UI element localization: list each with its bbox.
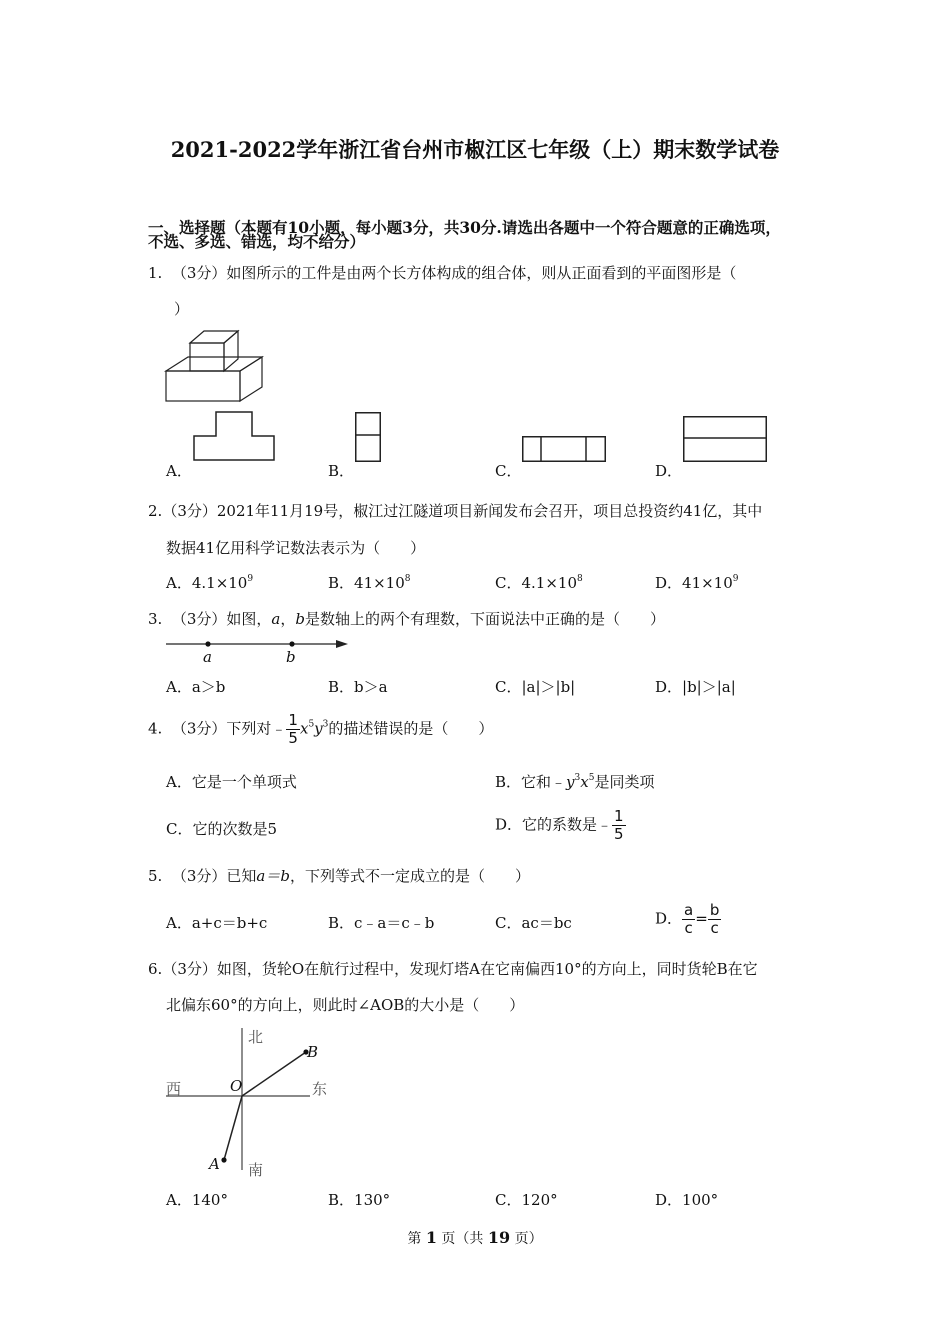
question-1: 1. （3分）如图所示的工件是由两个长方体构成的组合体，则从正面看到的平面图形是（ bbox=[148, 264, 737, 282]
q3-option-d[interactable]: D．|b|＞|a| bbox=[655, 678, 736, 696]
q3-axis-label-a: a bbox=[203, 648, 212, 666]
q2-option-b[interactable]: B．$41\times 10^8$ bbox=[328, 574, 411, 592]
page-footer: 第 1 页（共 19 页） bbox=[407, 1228, 543, 1247]
q1-option-d[interactable]: D． bbox=[655, 462, 683, 480]
section-header-line1: 一、选择题（本题有10小题，每小题3分，共30分.请选出各题中一个符合题意的正确选项， bbox=[148, 218, 781, 237]
section-header-line2: 不选、多选、错选，均不给分） bbox=[148, 232, 366, 251]
q5-option-b[interactable]: B．c﹣a＝c﹣b bbox=[328, 914, 435, 932]
q5-option-d[interactable]: D． $\frac{a}{c}$ = $\frac{b}{c}$ bbox=[655, 901, 720, 937]
question-2-line2: 数据41亿用科学记数法表示为（ ） bbox=[166, 539, 426, 557]
q4-option-b[interactable]: B．它和$﹣y^3x^5$是同类项 bbox=[495, 773, 655, 791]
q6-option-b[interactable]: B．130° bbox=[328, 1191, 391, 1209]
q6-label-b: B bbox=[307, 1043, 319, 1061]
q2-option-d[interactable]: D．$41\times 10^9$ bbox=[655, 574, 739, 592]
q6-label-o: O bbox=[230, 1077, 243, 1095]
page-title: 2021-2022学年浙江省台州市椒江区七年级（上）期末数学试卷 bbox=[170, 137, 780, 162]
q6-label-a: A bbox=[209, 1155, 220, 1173]
question-5: 5. （3分）已知a＝b，下列等式不一定成立的是（ ） bbox=[148, 867, 530, 885]
q4-option-a[interactable]: A．它是一个单项式 bbox=[166, 773, 297, 791]
q3-option-c[interactable]: C．|a|＞|b| bbox=[495, 678, 576, 696]
q1-option-c[interactable]: C． bbox=[495, 462, 522, 480]
q1-option-d-figure bbox=[683, 416, 767, 462]
question-2: 2.（3分）2021年11月19号，椒江过江隧道项目新闻发布会召开，项目总投资约41亿，其中 bbox=[148, 502, 763, 520]
q1-option-a-figure bbox=[194, 412, 274, 462]
page-total: 19 bbox=[487, 1228, 511, 1247]
q2-option-a[interactable]: A．$4.1\times 10^9$ bbox=[166, 574, 254, 592]
q4-option-c[interactable]: C．它的次数是5 bbox=[166, 820, 278, 838]
q6-label-north: 北 bbox=[248, 1028, 264, 1046]
q6-label-south: 南 bbox=[248, 1161, 264, 1179]
q4-fraction: $\frac{1}{5}$ bbox=[288, 711, 298, 747]
q1-option-b-figure bbox=[355, 412, 381, 462]
q3-axis-label-b: b bbox=[286, 648, 296, 666]
question-6-line2: 北偏东60°的方向上，则此时∠AOB的大小是（ ） bbox=[166, 996, 525, 1014]
q1-option-a[interactable]: A． bbox=[166, 462, 192, 480]
q3-number-line bbox=[166, 636, 350, 666]
q6-option-c[interactable]: C．120° bbox=[495, 1191, 558, 1209]
q4-option-d[interactable]: D．它的系数是﹣ $\frac{1}{5}$ bbox=[495, 807, 624, 843]
q2-option-c[interactable]: C．$4.1\times 10^8$ bbox=[495, 574, 583, 592]
q6-option-a[interactable]: A．140° bbox=[166, 1191, 228, 1209]
q3-option-a[interactable]: A．a＞b bbox=[166, 678, 226, 696]
q6-label-west: 西 bbox=[166, 1080, 182, 1098]
question-3: 3. （3分）如图，a，b是数轴上的两个有理数，下面说法中正确的是（ ） bbox=[148, 610, 665, 628]
q1-option-c-figure bbox=[522, 436, 606, 462]
q1-option-b[interactable]: B． bbox=[328, 462, 355, 480]
question-1-line2: ） bbox=[174, 300, 190, 318]
q5-option-c[interactable]: C．ac＝bc bbox=[495, 914, 572, 932]
q6-label-east: 东 bbox=[312, 1080, 328, 1098]
q1-solid-figure bbox=[166, 327, 266, 403]
q3-option-b[interactable]: B．b＞a bbox=[328, 678, 388, 696]
question-4: 4. （3分）下列对﹣ $\frac{1}{5}$ $x^5y^3$的描述错误的是（ ） bbox=[148, 711, 494, 747]
question-6: 6.（3分）如图，货轮O在航行过程中，发现灯塔A在它南偏西10°的方向上，同时货轮B在它 bbox=[148, 960, 758, 978]
q5-option-a[interactable]: A．a+c＝b+c bbox=[166, 914, 268, 932]
q6-option-d[interactable]: D．100° bbox=[655, 1191, 719, 1209]
page-number: 1 bbox=[425, 1228, 437, 1247]
